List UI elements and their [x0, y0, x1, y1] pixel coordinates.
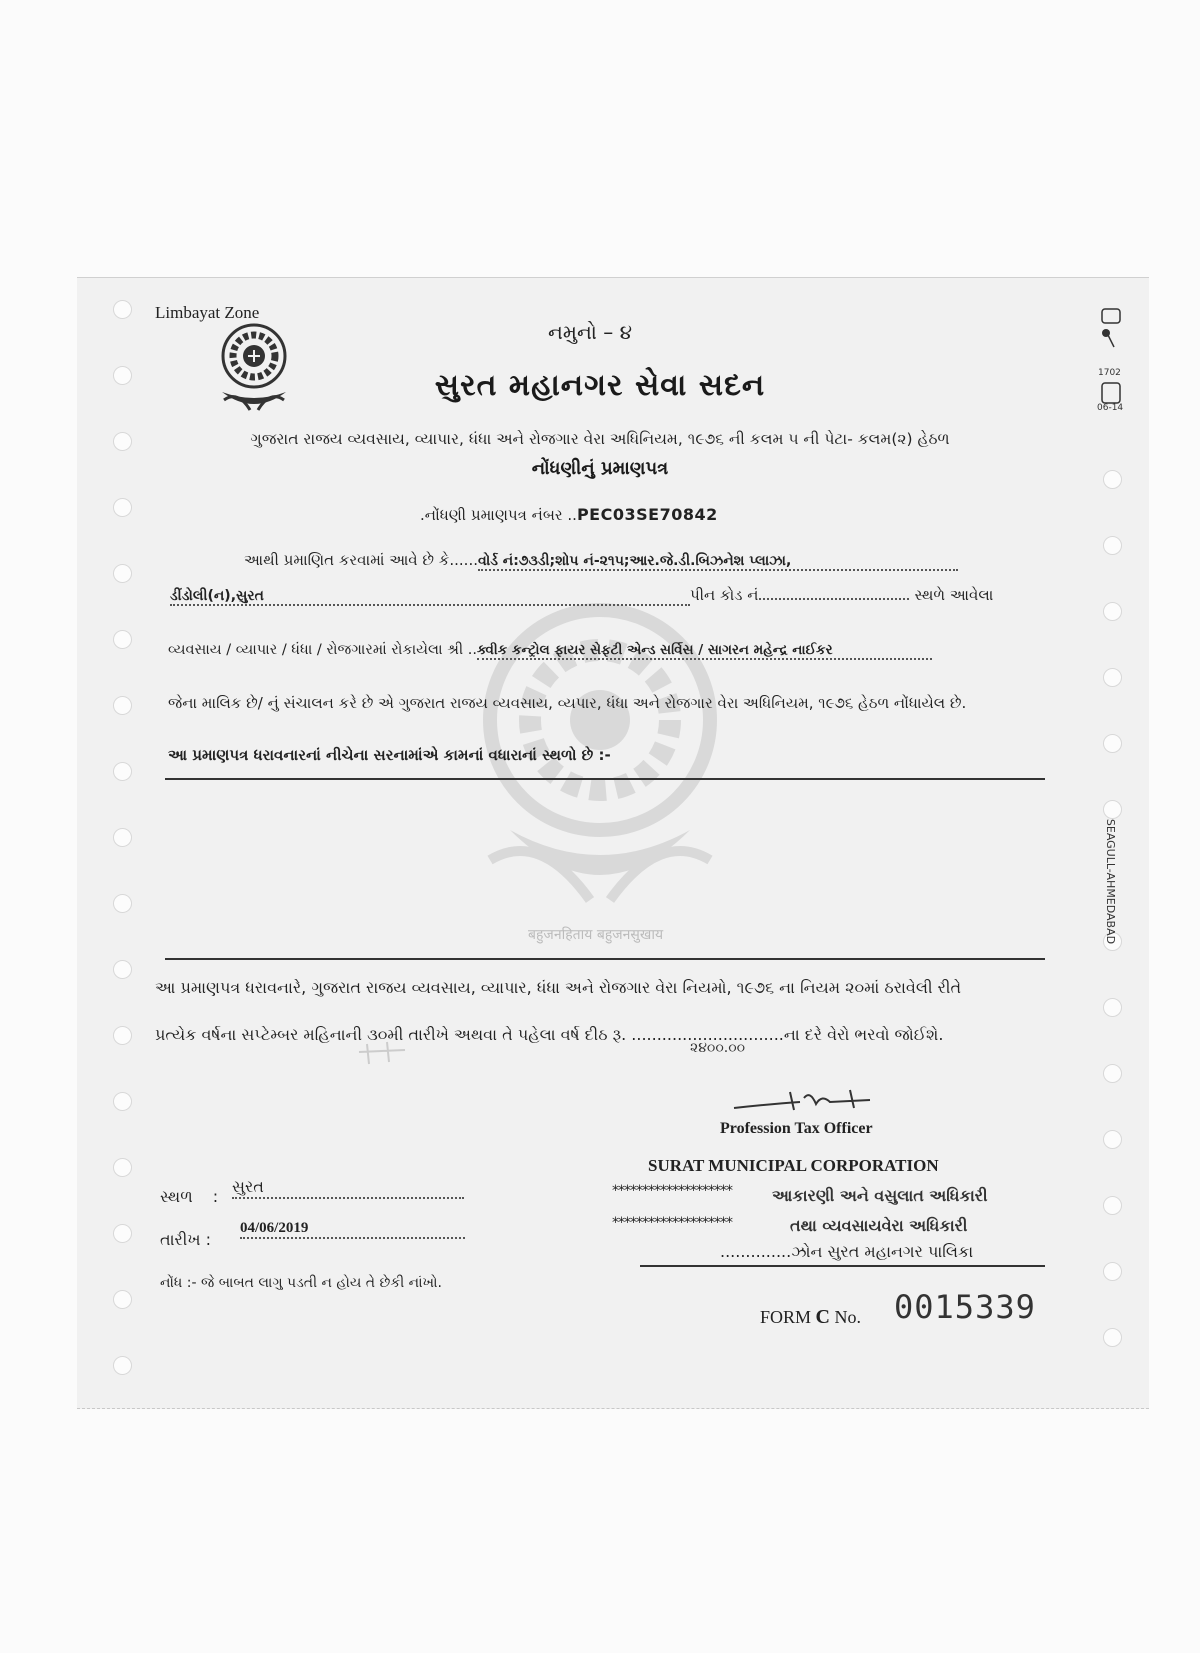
perforation-hole: [113, 630, 132, 649]
officer-signature-icon: [730, 1080, 890, 1120]
corporation-name: SURAT MUNICIPAL CORPORATION: [648, 1156, 939, 1175]
perforation-hole: [1103, 1328, 1122, 1347]
perforation-hole: [1103, 536, 1122, 555]
address-line-2: ડીંડોલી(ન),સુરત: [170, 588, 690, 606]
engaged-text: વ્યવસાય / વ્યાપાર / ધંધા / રોજગારમાં રોકાયેલા શ્રી: [168, 642, 464, 658]
assessment-officer-role: આકારણી અને વસુલાત અધિકારી: [772, 1186, 988, 1205]
perforation-hole: [1103, 470, 1122, 489]
payment-line-2-suffix: ના દરે વેરો ભરવો જોઈશે.: [783, 1025, 944, 1044]
divider: [165, 958, 1045, 960]
printer-name: SEAGULL-AHMEDABAD: [1104, 818, 1118, 945]
watermark-motto: बहुजनहिताय बहुजनसुखाय: [528, 927, 664, 943]
perforation-hole: [113, 894, 132, 913]
perforation-hole: [1103, 1196, 1122, 1215]
form-number: FORM C No.: [760, 1306, 861, 1328]
perforation-hole: [113, 1224, 132, 1243]
page-title: સુરત મહાનગર સેવા સદન: [434, 368, 766, 403]
divider: [165, 778, 1045, 780]
officer-title: Profession Tax Officer: [720, 1120, 873, 1137]
perforation-hole: [1103, 734, 1122, 753]
perforation-hole: [113, 696, 132, 715]
act-reference: ગુજરાત રાજય વ્યવસાય, વ્યાપાર, ધંધા અને રોજગાર વેરા અધિનિયમ, ૧૯૭૬ ની કલમ ૫ ની પેટા- કલમ(૨) હેઠળ: [250, 430, 950, 448]
printer-code: 1702: [1098, 368, 1121, 378]
printer-stamp-icon: [1098, 307, 1126, 417]
divider: [640, 1265, 1045, 1267]
perforation-hole: [113, 564, 132, 583]
payment-line-2-prefix: પ્રત્યેક વર્ષના સપ્ટેમ્બર મહિનાની ૩૦મી તારીખે અથવા તે પહેલા વર્ષ દીઠ રૂ.: [155, 1025, 627, 1044]
profession-tax-officer-role: તથા વ્યવસાયવેરા અધિકારી: [790, 1216, 968, 1235]
printer-date-code: 06-14: [1097, 403, 1124, 413]
smc-emblem-icon: [214, 320, 294, 418]
scratch-mark-icon: [357, 1040, 407, 1066]
perforation-hole: [113, 432, 132, 451]
perforation-hole: [113, 1356, 132, 1375]
zone-label: Limbayat Zone: [155, 303, 260, 322]
footnote: નોંધ :- જે બાબત લાગુ પડતી ન હોય તે છેકી નાંખો.: [160, 1275, 442, 1291]
address-line-1: વોર્ડ નં:૭૩ડી;શોપ નં-૨૧૫;આર.જે.ડી.બિઝનેશ પ્લાઝા,: [478, 553, 958, 571]
perforation-hole: [113, 1092, 132, 1111]
perforation-hole: [113, 498, 132, 517]
certificate-number-row: .નોંધણી પ્રમાણપત્ર નંબર ..PEC03SE70842: [420, 505, 718, 524]
perforation-hole: [1103, 800, 1122, 819]
perforation-hole: [1103, 602, 1122, 621]
payment-line-2: પ્રત્યેક વર્ષના સપ્ટેમ્બર મહિનાની ૩૦મી તારીખે અથવા તે પહેલા વર્ષ દીઠ રૂ. ..............................ના દરે વેરો ભરવો જોઈશે.: [155, 1025, 944, 1044]
perforation-hole: [113, 960, 132, 979]
perforation-hole: [1103, 1064, 1122, 1083]
additional-places-text: આ પ્રમાણપત્ર ધરાવનારનાં નીચેના સરનામાંએ કામનાં વધારાનાં સ્થળો છે :-: [168, 746, 611, 764]
perforation-hole: [1103, 1262, 1122, 1281]
date-label: તારીખ :: [160, 1230, 212, 1249]
perforation-hole: [113, 366, 132, 385]
certificate-number-label: નોંધણી પ્રમાણપત્ર નંબર: [424, 506, 563, 524]
perforation-hole: [113, 762, 132, 781]
payment-line-1: આ પ્રમાણપત્ર ધરાવનારે, ગુજરાત રાજય વ્યવસાય, વ્યાપાર, ધંધા અને રોજગાર વેરા નિયમો, ૧૯૭૬ ના નિયમ ૨૦માં ઠરાવેલી રીતે: [155, 978, 962, 997]
zone-municipal-line: ..............ઝોન સુરત મહાનગર પાલિકા: [720, 1242, 974, 1261]
tax-amount: ૨૪૦૦.૦૦: [690, 1040, 746, 1056]
business-name: ક્વીક કન્ટ્રોલ ફાયર સેફટી એન્ડ સર્વિસ / સાગરન મહેન્દ્ર નાઈકર: [477, 642, 932, 660]
pin-label: પીન કોડ નં: [690, 586, 759, 604]
certify-text: આથી પ્રમાણિત કરવામાં આવે છે કે: [244, 551, 450, 569]
date-value: 04/06/2019: [240, 1220, 465, 1239]
place-label: સ્થળ :: [160, 1187, 219, 1206]
perforation-hole: [113, 1158, 132, 1177]
perforation-hole: [113, 300, 132, 319]
located-text: સ્થળે આવેલા: [914, 586, 994, 604]
stars-line: ********************: [612, 1183, 732, 1199]
perforation-hole: [1103, 998, 1122, 1017]
certificate-number: PEC03SE70842: [576, 505, 718, 524]
stars-line: ********************: [612, 1215, 732, 1231]
address-row-1: આથી પ્રમાણિત કરવામાં આવે છે કે......વોર્ડ નં:૭૩ડી;શોપ નં-૨૧૫;આર.જે.ડી.બિઝનેશ પ્લાઝા,: [244, 551, 958, 571]
certificate-heading: નોંધણીનું પ્રમાણપત્ર: [531, 458, 669, 479]
registered-text: જેના માલિક છે/ નું સંચાલન કરે છે એ ગુજરાત રાજય વ્યવસાય, વ્યપાર, ધંધા અને રોજગાર વેરા અધિનિયમ, ૧૯૭૬ હેઠળ નોંધાયેલ છે.: [168, 694, 967, 712]
business-row: વ્યવસાય / વ્યાપાર / ધંધા / રોજગારમાં રોકાયેલા શ્રી ..ક્વીક કન્ટ્રોલ ફાયર સેફટી એન્ડ સર્વિસ / સાગરન મહેન્દ્ર નાઈકર: [168, 642, 932, 660]
perforation-hole: [113, 1290, 132, 1309]
perforation-hole: [1103, 668, 1122, 687]
form-number-label: નમુનો – ૪: [548, 320, 633, 344]
perforation-hole: [113, 1026, 132, 1045]
place-value: સુરત: [232, 1177, 464, 1199]
perforation-hole: [113, 828, 132, 847]
serial-number: 0015339: [894, 1288, 1036, 1326]
address-row-2: [170, 586, 1080, 606]
pin-value: [759, 598, 909, 600]
perforation-hole: [1103, 1130, 1122, 1149]
